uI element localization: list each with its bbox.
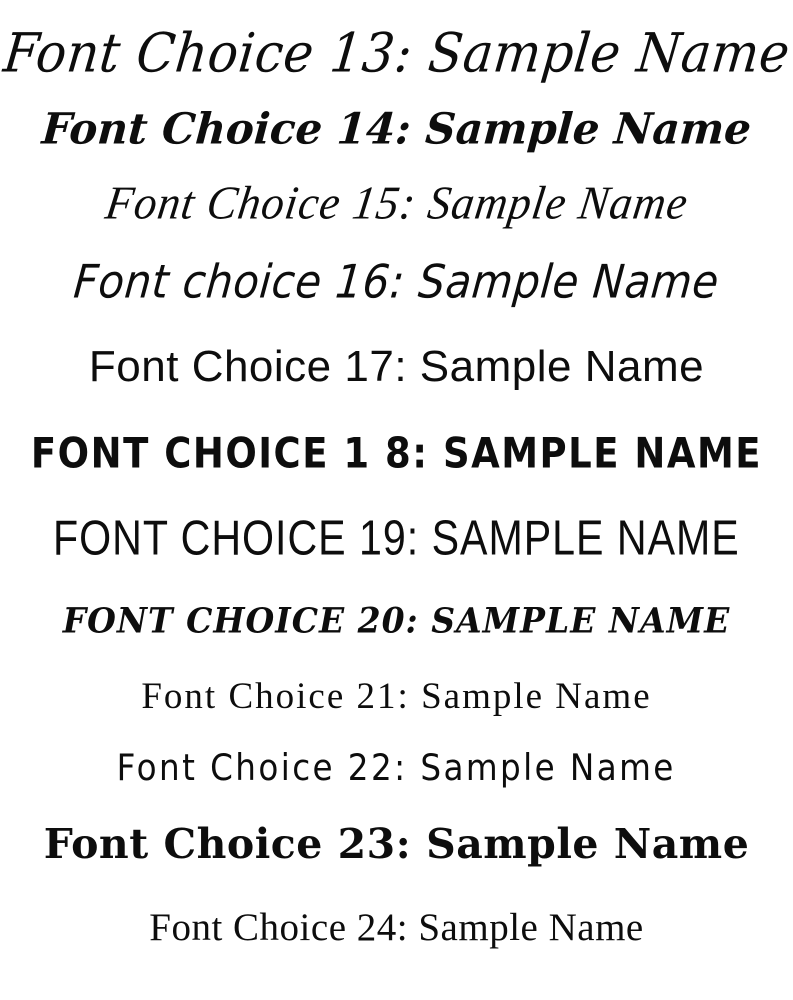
font-choice-row-23: [10, 804, 783, 884]
font-choice-row-15-inner: [101, 176, 692, 229]
font-choice-label-20: FONT CHOICE 20:: [62, 599, 419, 641]
font-choice-label-15: Font Choice 15:: [101, 176, 420, 229]
font-choice-sample-19: SAMPLE NAME: [431, 509, 740, 566]
font-choice-row-22: [10, 732, 783, 804]
font-choice-row-21-inner: [141, 675, 652, 717]
font-choice-sample-15: Sample Name: [424, 176, 692, 229]
font-choice-row-18-inner: [30, 428, 763, 478]
font-choice-sample-22: Sample Name: [420, 746, 677, 790]
font-choice-label-17: Font Choice 17:: [88, 342, 408, 391]
font-choice-row-16-inner: [71, 254, 722, 309]
font-choice-row-19-inner: [53, 509, 740, 566]
font-choice-label-13: Font Choice 13:: [0, 21, 416, 85]
font-choice-sample-16: Sample Name: [416, 254, 722, 309]
font-choice-label-14: Font Choice 14:: [40, 103, 413, 154]
font-choice-sample-20: SAMPLE NAME: [431, 599, 731, 641]
font-choice-sample-24: Sample Name: [418, 905, 644, 949]
font-choice-label-19: FONT CHOICE 19:: [53, 509, 420, 566]
font-choice-label-21: Font Choice 21:: [141, 675, 410, 717]
font-choice-sample-14: Sample Name: [423, 103, 753, 154]
font-choice-row-13-inner: [0, 21, 793, 85]
font-choice-sample-17: Sample Name: [419, 342, 705, 391]
font-choice-row-13: [0, 14, 793, 92]
font-choice-row-14: [10, 92, 783, 166]
font-choice-row-16: [10, 240, 783, 324]
font-choice-row-19: [10, 496, 783, 580]
font-choice-row-17-inner: [88, 342, 705, 391]
font-choice-row-23-inner: [43, 819, 750, 868]
font-choice-label-24: Font Choice 24:: [149, 905, 409, 949]
font-choice-sample-23: Sample Name: [426, 819, 750, 868]
font-choice-label-23: Font Choice 23:: [43, 819, 412, 868]
font-choice-row-18: [10, 410, 783, 496]
font-choice-label-18: FONT CHOICE 1 8:: [30, 428, 429, 478]
font-choice-row-15: [10, 166, 783, 240]
font-choice-row-21: [10, 660, 783, 732]
font-choice-row-24: [10, 884, 783, 970]
font-choice-label-22: Font Choice 22:: [116, 746, 408, 790]
font-choice-label-16: Font choice 16:: [71, 254, 408, 309]
font-choice-sample-13: Sample Name: [425, 21, 793, 85]
font-choice-row-17: [10, 324, 783, 410]
font-choice-row-20-inner: [62, 599, 731, 641]
font-choice-sample-21: Sample Name: [421, 675, 652, 717]
font-choice-row-24-inner: [149, 905, 644, 949]
font-choice-row-20: [10, 580, 783, 660]
font-choice-row-22-inner: [116, 746, 677, 790]
font-choice-row-14-inner: [40, 103, 753, 154]
font-choice-sample-18: SAMPLE NAME: [442, 428, 763, 478]
